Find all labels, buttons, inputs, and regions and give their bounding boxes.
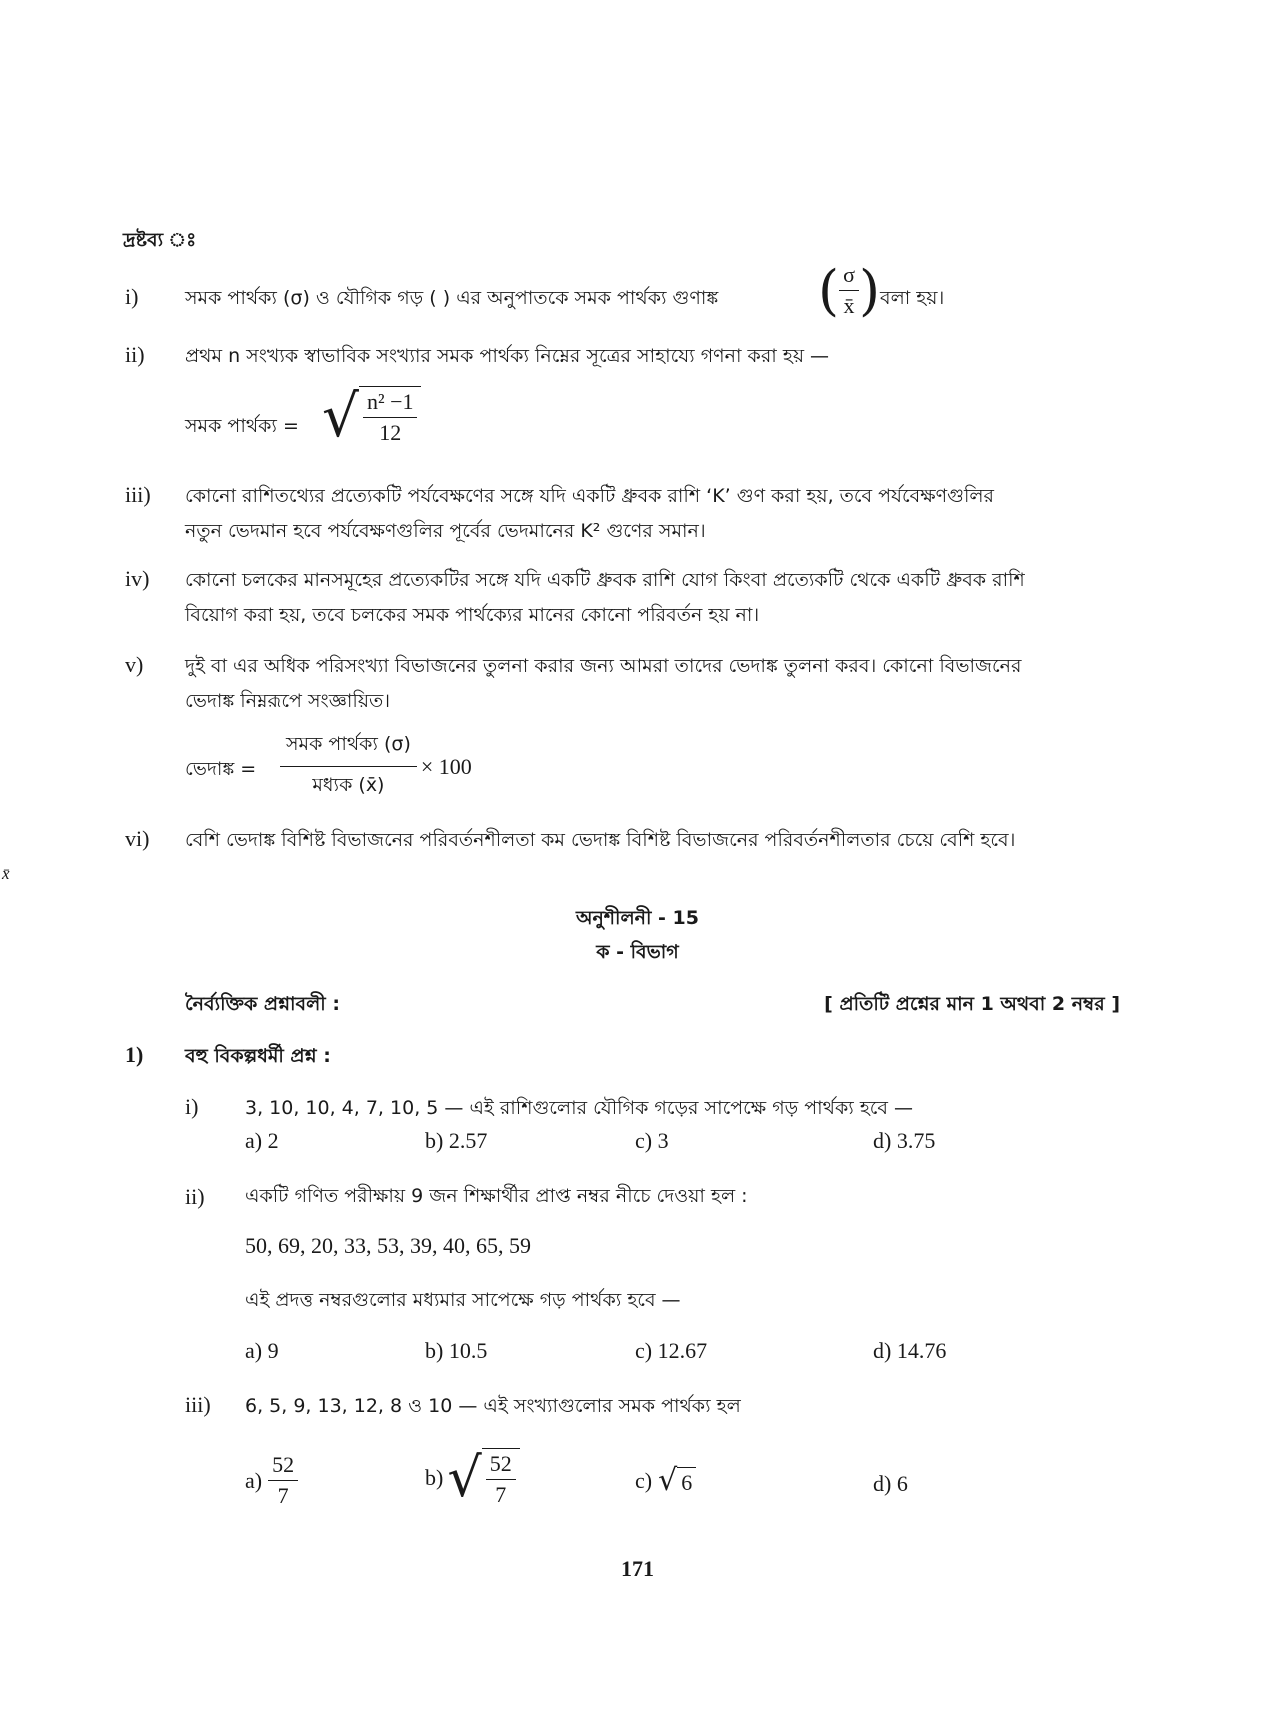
option-c: c) √ 6	[635, 1466, 696, 1496]
option-c: c) 12.67	[635, 1338, 708, 1363]
margin-mark: x̄	[2, 864, 10, 883]
note-number: vi)	[125, 826, 150, 851]
fraction-denominator: x̄	[843, 293, 855, 318]
mcq-text-2: এই প্রদত্ত নম্বরগুলোর মধ্যমার সাপেক্ষে গড় পার্থক্য হবে —	[245, 1289, 681, 1311]
question-number: 1)	[125, 1042, 144, 1067]
fraction-numerator: 52	[268, 1452, 298, 1481]
note-text-line2: নতুন ভেদমান হবে পর্যবেক্ষণগুলির পূর্বের ভেদমানের K² গুণের সমান।	[185, 520, 706, 542]
note-text: প্রথম n সংখ্যক স্বাভাবিক সংখ্যার সমক পার্থক্য নিম্নের সূত্রের সাহায্যে গণনা করা হয় —	[185, 345, 830, 367]
option-label: b)	[425, 1465, 444, 1490]
option-d: d) 6	[873, 1471, 908, 1496]
note-number: iii)	[125, 482, 151, 507]
mcq-text: 6, 5, 9, 13, 12, 8 ও 10 — এই সংখ্যাগুলোর সমক পার্থক্য হল	[245, 1395, 741, 1417]
formula-numerator: n² −1	[363, 389, 418, 418]
note-text-end: বলা হয়।	[880, 287, 945, 309]
mcq-number: iii)	[185, 1392, 211, 1417]
formula-label: সমক পার্থক্য =	[185, 415, 299, 437]
sd-formula: √ $\frac{\text{n² −1}}{12}$	[322, 386, 421, 446]
formula-denominator: 12	[379, 420, 402, 445]
note-number: v)	[125, 652, 144, 677]
option-a: a) 9	[245, 1338, 279, 1363]
note-text-line2: ভেদাঙ্ক নিম্নরূপে সংজ্ঞায়িত।	[185, 690, 391, 712]
mcq-number: i)	[185, 1094, 199, 1119]
note-text-line1: দুই বা এর অধিক পরিসংখ্যা বিভাজনের তুলনা করার জন্য আমরা তাদের ভেদাঙ্ক তুলনা করব। কোনো বিভাজনের	[185, 655, 1022, 677]
fraction-numerator: 52	[486, 1451, 516, 1480]
option-b: b) √ $\frac{52}{7}$	[425, 1448, 520, 1508]
cv-formula	[280, 730, 472, 803]
section-title: ক - বিভাগ	[596, 941, 679, 963]
formula-label: ভেদাঙ্ক =	[185, 758, 257, 780]
note-text-line1: কোনো চলকের মানসমূহের প্রত্যেকটির সঙ্গে যদি একটি ধ্রুবক রাশি যোগ কিংবা প্রত্যেকটি থেকে একটি ধ্রুবক রাশি	[185, 569, 1025, 591]
page-number: 171	[621, 1556, 654, 1581]
note-text-line2: বিয়োগ করা হয়, তবে চলকের সমক পার্থক্যের মানের কোনো পরিবর্তন হয় না।	[185, 604, 760, 626]
marks-label: [ প্রতিটি প্রশ্নের মান 1 অথবা 2 নম্বর ]	[824, 993, 1120, 1015]
cv-fraction: ( $\frac{\sigma}{x̄}$ )	[818, 258, 881, 322]
note-number: iv)	[125, 566, 150, 591]
fraction-denominator: 7	[277, 1483, 289, 1508]
note-heading: দ্রষ্টব্য ঃ	[123, 229, 197, 251]
mcq-data: 50, 69, 20, 33, 53, 39, 40, 65, 59	[245, 1233, 531, 1258]
note-text-line1: কোনো রাশিতথ্যের প্রত্যেকটি পর্যবেক্ষণের সঙ্গে যদি একটি ধ্রুবক রাশি ‘K’ গুণ করা হয়, তবে পর্যবেক্ষণগুলির	[185, 485, 994, 507]
option-c: c) 3	[635, 1128, 669, 1153]
objective-label: নৈর্ব্যক্তিক প্রশ্নাবলী :	[185, 993, 340, 1015]
question-title: বহু বিকল্পধর্মী প্রশ্ন :	[185, 1045, 331, 1067]
fraction-numerator: σ	[839, 262, 859, 291]
note-number: i)	[125, 284, 139, 309]
mcq-text: 3, 10, 10, 4, 7, 10, 5 — এই রাশিগুলোর যৌগিক গড়ের সাপেক্ষে গড় পার্থক্য হবে —	[245, 1097, 914, 1119]
note-text: বেশি ভেদাঙ্ক বিশিষ্ট বিভাজনের পরিবর্তনশীলতা কম ভেদাঙ্ক বিশিষ্ট বিভাজনের পরিবর্তনশীলতার চেয়ে বেশি হবে।	[185, 829, 1016, 851]
exercise-title: অনুশীলনী - 15	[576, 907, 699, 929]
fraction-denominator: 7	[495, 1482, 507, 1507]
option-b: b) 2.57	[425, 1128, 488, 1153]
radicand: 6	[677, 1467, 696, 1496]
option-a	[245, 1452, 298, 1509]
formula-denominator: মধ্যক (x̄)	[312, 774, 385, 796]
option-a: a) 2	[245, 1128, 279, 1153]
note-number: ii)	[125, 342, 145, 367]
option-d: d) 3.75	[873, 1128, 936, 1153]
note-text: সমক পার্থক্য (σ) ও যৌগিক গড় ( ) এর অনুপাতকে সমক পার্থক্য গুণাঙ্ক	[185, 287, 719, 309]
formula-numerator: সমক পার্থক্য (σ)	[280, 730, 417, 767]
mcq-text: একটি গণিত পরীক্ষায় 9 জন শিক্ষার্থীর প্রাপ্ত নম্বর নীচে দেওয়া হল :	[245, 1185, 748, 1207]
formula-multiplier: × 100	[420, 753, 472, 779]
option-label: c)	[635, 1468, 653, 1493]
option-b: b) 10.5	[425, 1338, 488, 1363]
option-d: d) 14.76	[873, 1338, 947, 1363]
mcq-number: ii)	[185, 1184, 205, 1209]
option-label: a)	[245, 1467, 263, 1493]
